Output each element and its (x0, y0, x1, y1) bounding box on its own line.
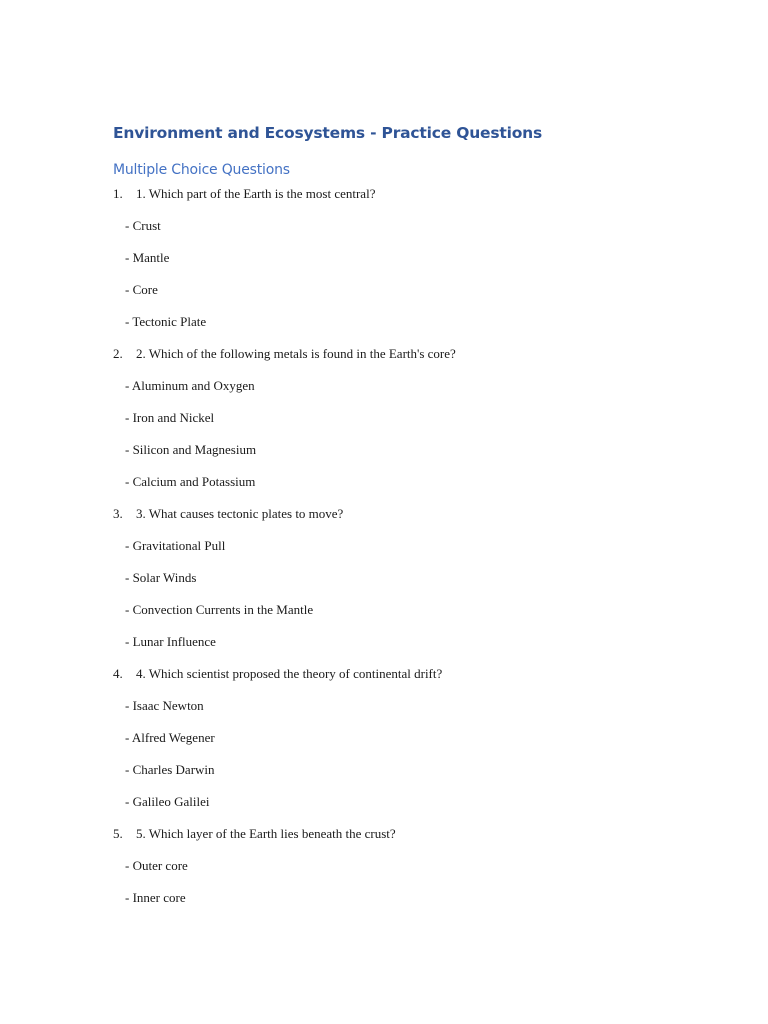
question-text: 5. Which layer of the Earth lies beneath the crust? (136, 826, 396, 841)
answer-option: - Calcium and Potassium (125, 474, 256, 489)
question-text: 4. Which scientist proposed the theory of continental drift? (136, 666, 443, 681)
answer-option: - Lunar Influence (125, 634, 216, 649)
question-number: 4. (113, 666, 123, 681)
answer-option: - Isaac Newton (125, 698, 204, 713)
question-number: 5. (113, 826, 123, 841)
question-number: 3. (113, 506, 123, 521)
answer-option: - Silicon and Magnesium (125, 442, 257, 457)
answer-option: - Tectonic Plate (125, 314, 207, 329)
answer-option: - Core (125, 282, 158, 297)
answer-option: - Convection Currents in the Mantle (125, 602, 314, 617)
answer-option: - Galileo Galilei (125, 794, 210, 809)
answer-option: - Alfred Wegener (125, 730, 215, 745)
question-text: 1. Which part of the Earth is the most central? (136, 186, 376, 201)
answer-option: - Iron and Nickel (125, 410, 215, 425)
answer-option: - Mantle (125, 250, 170, 265)
answer-option: - Inner core (125, 890, 186, 905)
question-text: 2. Which of the following metals is found in the Earth's core? (136, 346, 456, 361)
question-number: 1. (113, 186, 123, 201)
section-heading: Multiple Choice Questions (113, 162, 290, 178)
answer-option: - Aluminum and Oxygen (125, 378, 255, 393)
document-title: Environment and Ecosystems - Practice Questions (113, 124, 543, 142)
question-text: 3. What causes tectonic plates to move? (136, 506, 344, 521)
question-number: 2. (113, 346, 123, 361)
answer-option: - Outer core (125, 858, 188, 873)
answer-option: - Crust (125, 218, 161, 233)
answer-option: - Solar Winds (125, 570, 197, 585)
answer-option: - Charles Darwin (125, 762, 215, 777)
answer-option: - Gravitational Pull (125, 538, 226, 553)
